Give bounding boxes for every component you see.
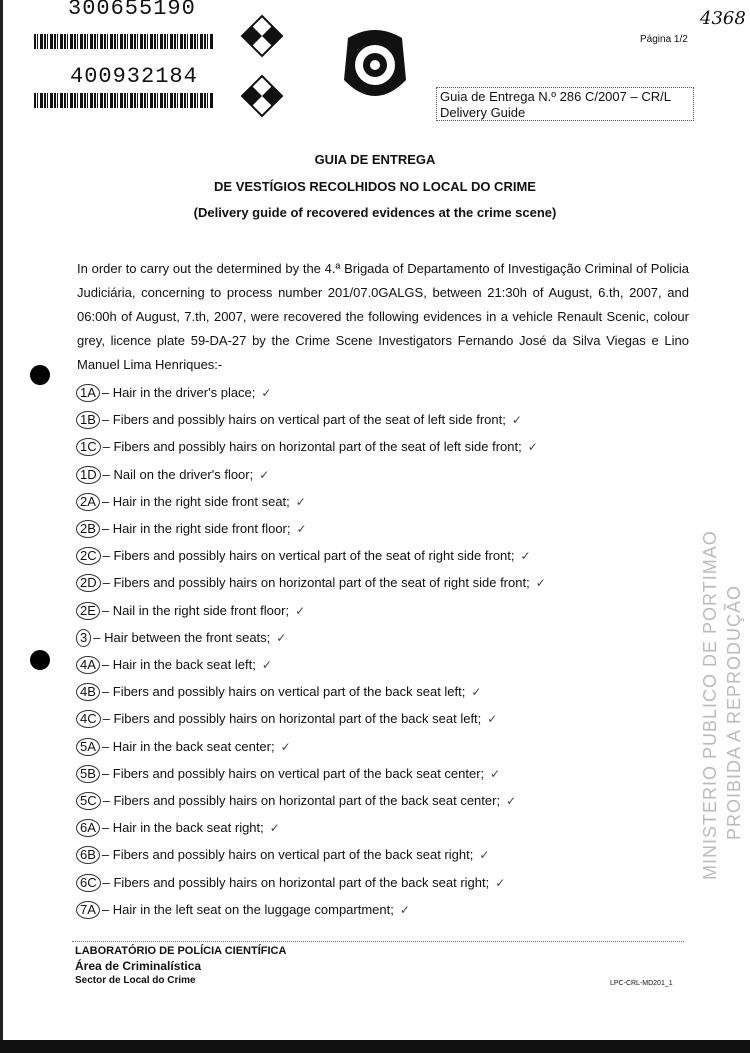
evidence-code: 5B: [76, 765, 100, 783]
footer-area: Área de Criminalística: [75, 959, 202, 973]
check-mark-icon: ✓: [280, 739, 291, 754]
evidence-description: – Hair in the back seat center;: [101, 738, 275, 754]
check-mark-icon: ✓: [471, 685, 482, 700]
watermark-line-1: MINISTERIO PUBLICO DE PORTIMAO: [700, 530, 720, 880]
evidence-description: – Fibers and possibly hairs on horizontal part of the back seat left;: [102, 711, 482, 727]
barcode-top: [34, 34, 214, 49]
evidence-description: – Fibers and possibly hairs on horizontal part of the seat of right side front;: [102, 575, 530, 591]
barcode-number-bottom: 400932184: [70, 64, 198, 89]
evidence-item: [76, 791, 516, 811]
evidence-description: – Fibers and possibly hairs on vertical part of the back seat left;: [101, 684, 466, 700]
evidence-item: [76, 845, 489, 865]
check-mark-icon: ✓: [479, 848, 490, 863]
evidence-item: [76, 682, 481, 702]
check-mark-icon: ✓: [520, 549, 531, 564]
scan-edge: [0, 1040, 750, 1053]
punch-hole: [30, 650, 50, 670]
delivery-guide-reference: [436, 87, 694, 121]
check-mark-icon: ✓: [399, 902, 410, 917]
reference-number: Guia de Entrega N.º 286 C/2007 – CR/L: [440, 89, 671, 104]
evidence-description: – Fibers and possibly hairs on horizontal part of the back seat right;: [102, 874, 490, 890]
check-mark-icon: ✓: [259, 467, 270, 482]
evidence-code: 6A: [76, 819, 100, 837]
evidence-code: 5A: [76, 738, 100, 756]
intro-paragraph: In order to carry out the determined by the 4.ª Brigada of Departamento of Investigação Criminal of Policia Judiciária, concerning to process number 201/07.0GALGS, between 21:30h of August, 6.th, 2007, and 06:00h of August, 7.th, 2007, were recovered the following evidences in a vehicle Renault Scenic, colour grey, licence plate 59-DA-27 by the Crime Scene Investigators Fernando José da Silva Viegas e Lino Manuel Lima Henriques:-: [77, 261, 689, 372]
check-mark-icon: ✓: [261, 386, 272, 400]
check-mark-icon: ✓: [295, 494, 306, 509]
evidence-item: [76, 573, 546, 593]
title-line-2: DE VESTÍGIOS RECOLHIDOS NO LOCAL DO CRIME: [214, 179, 536, 194]
evidence-description: – Hair between the front seats;: [93, 629, 271, 645]
footer-lab: LABORATÓRIO DE POLÍCIA CIENTÍFICA: [75, 945, 287, 957]
check-mark-icon: ✓: [296, 522, 307, 536]
evidence-item: [76, 764, 500, 784]
check-mark-icon: ✓: [276, 630, 287, 645]
evidence-description: – Fibers and possibly hairs on horizontal part of the back seat center;: [102, 793, 501, 808]
evidence-description: – Fibers and possibly hairs on vertical part of the seat of left side front;: [101, 412, 506, 428]
footer-divider: [72, 941, 684, 942]
evidence-item: [76, 492, 306, 512]
evidence-code: 1D: [76, 466, 101, 484]
evidence-item: [76, 737, 291, 757]
policia-judiciaria-logo: [340, 20, 410, 110]
check-mark-icon: ✓: [535, 576, 546, 591]
evidence-description: – Hair in the left seat on the luggage compartment;: [101, 901, 394, 917]
title-line-1: GUIA DE ENTREGA: [314, 152, 436, 167]
evidence-code: 1A: [76, 384, 100, 402]
footer-sector: Sector de Local do Crime: [75, 975, 196, 986]
evidence-code: 2C: [76, 547, 101, 565]
evidence-description: – Hair in the back seat right;: [101, 820, 264, 836]
evidence-description: – Fibers and possibly hairs on vertical part of the back seat center;: [101, 765, 485, 781]
evidence-item: [76, 601, 305, 621]
evidence-description: – Fibers and possibly hairs on vertical part of the seat of right side front;: [102, 548, 515, 564]
evidence-item: [76, 546, 531, 566]
check-mark-icon: ✓: [295, 603, 306, 618]
evidence-item: [76, 818, 280, 838]
evidence-code: 4A: [76, 656, 100, 674]
evidence-description: – Nail in the right side front floor;: [101, 602, 290, 618]
evidence-code: 5C: [76, 792, 101, 810]
hazard-diamond-icon: [240, 74, 284, 118]
evidence-item: [76, 410, 522, 430]
evidence-code: 4B: [76, 683, 100, 701]
evidence-code: 2B: [76, 520, 100, 538]
evidence-description: – Hair in the right side front floor;: [101, 521, 291, 536]
evidence-item: [76, 628, 286, 648]
evidence-description: – Fibers and possibly hairs on vertical part of the back seat right;: [101, 847, 474, 863]
check-mark-icon: ✓: [487, 712, 498, 727]
evidence-code: 4C: [76, 710, 101, 728]
punch-hole: [30, 365, 50, 385]
evidence-item: [76, 709, 497, 729]
evidence-description: – Hair in the back seat left;: [101, 657, 256, 672]
check-mark-icon: ✓: [269, 821, 280, 836]
check-mark-icon: ✓: [495, 875, 506, 890]
check-mark-icon: ✓: [506, 794, 517, 808]
check-mark-icon: ✓: [490, 766, 501, 781]
evidence-description: – Fibers and possibly hairs on horizontal part of the seat of left side front;: [102, 439, 522, 455]
watermark-line-2: PROIBIDA A REPRODUÇÃO: [724, 584, 744, 840]
evidence-item: [76, 437, 538, 457]
evidence-code: 2D: [76, 574, 101, 592]
evidence-description: – Nail on the driver's floor;: [102, 466, 254, 482]
evidence-code: 6B: [76, 846, 100, 864]
evidence-item: [76, 873, 505, 893]
evidence-code: 1B: [76, 411, 100, 429]
evidence-code: 7A: [76, 901, 100, 919]
evidence-description: – Hair in the right side front seat;: [101, 493, 290, 509]
page-number: Página 1/2: [640, 34, 688, 45]
check-mark-icon: ✓: [511, 413, 522, 428]
reference-subtitle: Delivery Guide: [440, 105, 526, 120]
title-line-3: (Delivery guide of recovered evidences at the crime scene): [193, 205, 557, 220]
evidence-item: [76, 519, 307, 539]
evidence-code: 2A: [76, 493, 100, 511]
barcode-number-top: 300655190: [68, 0, 196, 21]
form-code: LPC-CRL-MD201_1: [610, 980, 673, 987]
evidence-code: 3: [76, 629, 91, 647]
evidence-code: 1C: [76, 438, 101, 456]
evidence-item: [76, 383, 271, 403]
hazard-diamond-icon: [240, 14, 284, 58]
check-mark-icon: ✓: [261, 658, 272, 672]
evidence-item: [76, 465, 269, 485]
barcode-bottom: [34, 93, 214, 108]
evidence-item: [76, 655, 272, 675]
evidence-code: 2E: [76, 602, 100, 620]
handwritten-page-number: 4368: [700, 8, 746, 29]
evidence-item: [76, 900, 410, 920]
evidence-code: 6C: [76, 874, 101, 892]
evidence-description: – Hair in the driver's place;: [101, 385, 256, 400]
check-mark-icon: ✓: [527, 440, 538, 455]
